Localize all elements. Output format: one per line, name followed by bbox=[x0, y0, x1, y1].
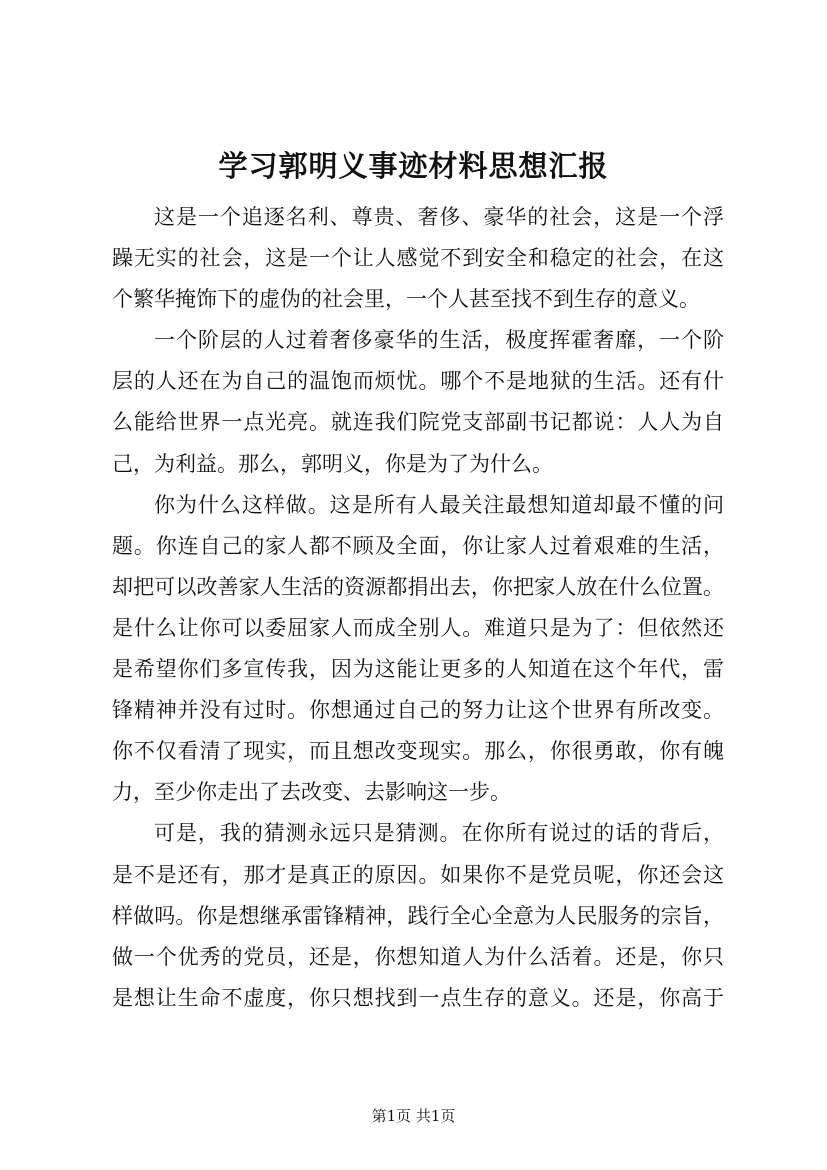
body-line: 是希望你们多宣传我，因为这能让更多的人知道在这个年代，雷 bbox=[112, 657, 724, 682]
body-line: 可是，我的猜测永远只是猜测。在你所有说过的话的背后， bbox=[154, 821, 724, 846]
document-body bbox=[112, 197, 724, 1019]
body-line: 却把可以改善家人生活的资源都捐出去，你把家人放在什么位置。 bbox=[112, 574, 724, 599]
body-line: 个繁华掩饰下的虚伪的社会里，一个人甚至找不到生存的意义。 bbox=[112, 287, 700, 312]
body-line: 力，至少你走出了去改变、去影响这一步。 bbox=[112, 780, 511, 805]
body-line: 层的人还在为自己的温饱而烦忧。哪个不是地狱的生活。还有什 bbox=[112, 369, 724, 394]
body-line: 做一个优秀的党员，还是，你想知道人为什么活着。还是，你只 bbox=[112, 944, 724, 969]
page-footer: 第1页 共1页 bbox=[371, 1107, 456, 1125]
body-line: 么能给世界一点光亮。就连我们院党支部副书记都说：人人为自 bbox=[112, 410, 724, 435]
body-line: 你为什么这样做。这是所有人最关注最想知道却最不懂的问 bbox=[154, 492, 724, 517]
body-line: 一个阶层的人过着奢侈豪华的生活，极度挥霍奢靡，一个阶 bbox=[154, 328, 724, 353]
body-line: 锋精神并没有过时。你想通过自己的努力让这个世界有所改变。 bbox=[112, 698, 724, 723]
document-title: 学习郭明义事迹材料思想汇报 bbox=[218, 149, 609, 183]
body-line: 是想让生命不虚度，你只想找到一点生存的意义。还是，你高于 bbox=[112, 985, 724, 1010]
body-line: 是什么让你可以委屈家人而成全别人。难道只是为了：但依然还 bbox=[112, 615, 724, 640]
body-line: 这是一个追逐名利、尊贵、奢侈、豪华的社会，这是一个浮 bbox=[154, 205, 724, 229]
body-line: 题。你连自己的家人都不顾及全面，你让家人过着艰难的生活， bbox=[112, 533, 724, 558]
body-line: 躁无实的社会，这是一个让人感觉不到安全和稳定的社会，在这 bbox=[112, 246, 724, 271]
body-line: 你不仅看清了现实，而且想改变现实。那么，你很勇敢，你有魄 bbox=[112, 739, 724, 764]
body-line: 是不是还有，那才是真正的原因。如果你不是党员呢，你还会这 bbox=[112, 862, 724, 887]
body-line: 样做吗。你是想继承雷锋精神，践行全心全意为人民服务的宗旨， bbox=[112, 903, 724, 928]
body-line: 己，为利益。那么，郭明义，你是为了为什么。 bbox=[112, 451, 553, 476]
